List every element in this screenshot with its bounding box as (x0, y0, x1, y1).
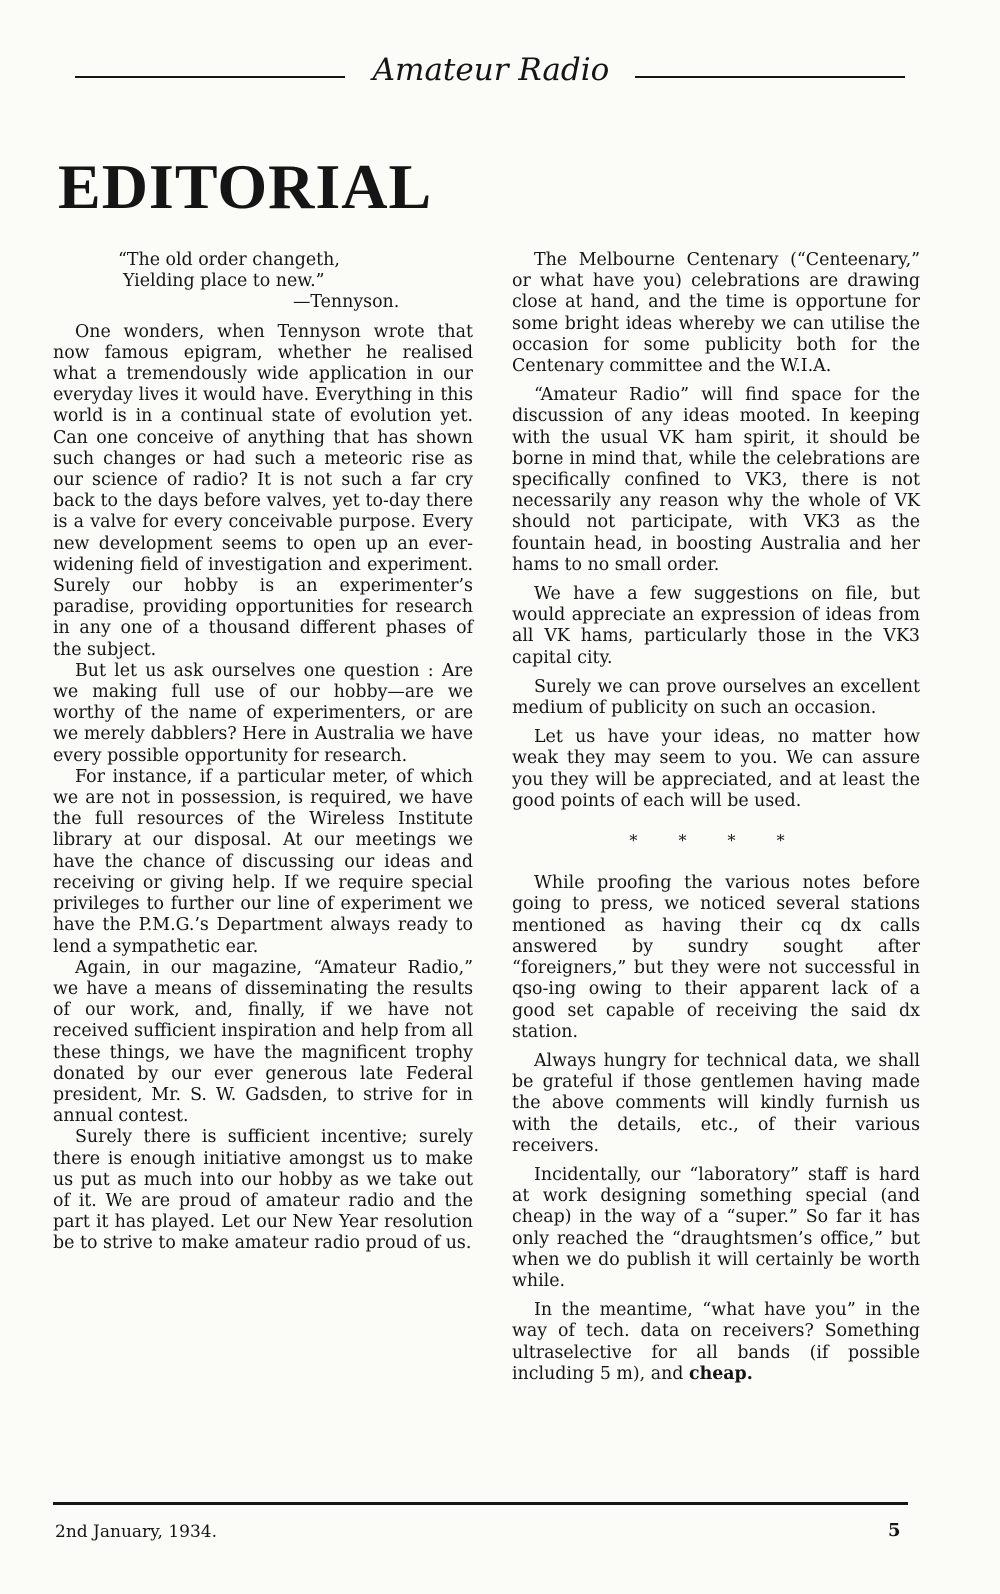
page-number: 5 (888, 1520, 901, 1541)
masthead-rule-right (635, 76, 905, 78)
footer-date: 2nd January, 1934. (55, 1522, 217, 1542)
footer-rule (53, 1502, 908, 1505)
paragraph: One wonders, when Tennyson wrote that now famous epigram, whether he realised what a tremendously wide application in our everyday lives it would have. Everything in this world is in a continual state of evolution yet. Can one conceive of anything that has shown such changes or had such a meteoric rise as our science of radio? It is not such a far cry back to the days before valves, yet to-day there is a valve for every conceivable purpose. Every new development seems to open up an ever-widening field of investigation and experiment. Surely our hobby is an experimenter’s paradise, providing opportunities for research in any one of a thousand different phases of the subject. (53, 321, 473, 660)
paragraph: Incidentally, our “laboratory” staff is hard at work designing something special (and cheap) in the way of a “super.” So far it has only reached the “draughtsmen’s office,” but when we do publish it will certainly be worth while. (512, 1164, 920, 1291)
epigraph-line-2: Yielding place to new.” (123, 271, 325, 292)
epigraph-line-1: “The old order changeth, (118, 250, 340, 270)
paragraph: “Amateur Radio” will find space for the discussion of any ideas mooted. In keeping with the usual VK ham spirit, it should be borne in mind that, while the celebrations are specifically confined to VK3, there is not necessarily any reason why the whole of VK should not participate, with VK3 as the fountain head, in boosting Australia and her hams to no small order. (512, 385, 920, 575)
paragraph: We have a few suggestions on file, but would appreciate an expression of ideas from all VK hams, particularly those in the VK3 capital city. (512, 584, 920, 668)
paragraph: But let us ask ourselves one question : Are we making full use of our hobby—are we worthy of the name of experimenters, or are we merely dabblers? Here in Australia we have every possible opportunity for research. (53, 660, 473, 766)
masthead-title: Amateur Radio (372, 52, 610, 88)
paragraph: Again, in our magazine, “Amateur Radio,” we have a means of disseminating the results of our work, and, finally, if we have not received sufficient inspiration and help from all these things, we have the magnificent trophy donated by our ever generous late Federal president, Mr. S. W. Gadsden, to strive for in annual contest. (53, 957, 473, 1127)
paragraph: Always hungry for technical data, we shall be grateful if those gentlemen having made the above comments will kindly furnish us with the details, etc., of their various receivers. (512, 1050, 920, 1156)
epigraph-attribution: —Tennyson. (293, 292, 400, 313)
paragraph-last-text: In the meantime, “what have you” in the way of tech. data on receivers? Something ultraselective for all bands (if possible including 5 m), and (512, 1300, 920, 1384)
paragraph: While proofing the various notes before going to press, we noticed several stations mentioned as having their cq dx calls answered by sundry sought after “foreigners,” but they were not successful in qso-ing owing to their apparent lack of a good set capable of receiving the said dx station. (512, 873, 920, 1042)
paragraph-last (512, 1300, 920, 1385)
masthead-rule-left (75, 76, 345, 78)
paragraph: Surely there is sufficient incentive; surely there is enough initiative amongst us to make us put as much into our hobby as we take out of it. We are proud of amateur radio and the part it has played. Let our New Year resolution be to strive to make amateur radio proud of us. (53, 1127, 473, 1254)
right-column (512, 250, 920, 1393)
epigraph (53, 250, 473, 314)
page-headline: EDITORIAL (58, 151, 433, 222)
paragraph: Let us have your ideas, no matter how weak they may seem to you. We can assure you they will be appreciated, and at least the good points of each will be used. (512, 727, 920, 811)
paragraph: The Melbourne Centenary (“Centeenary,” or what have you) celebrations are drawing close at hand, and the time is opportune for some bright ideas whereby we can utilise the occasion for some publicity both for the Centenary committee and the W.I.A. (512, 250, 920, 377)
left-column (53, 250, 473, 1255)
paragraph: For instance, if a particular meter, of which we are not in possession, is required, we have the full resources of the Wireless Institute library at our disposal. At our meetings we have the chance of discussing our ideas and receiving or giving help. If we require special privileges to further our line of experiment we have the P.M.G.’s Department always ready to lend a sympathetic ear. (53, 766, 473, 957)
section-separator: * * * * (629, 831, 803, 851)
paragraph: Surely we can prove ourselves an excellent medium of publicity on such an occasion. (512, 676, 920, 719)
masthead (75, 52, 905, 96)
paragraph-last-bold: cheap. (688, 1363, 753, 1384)
